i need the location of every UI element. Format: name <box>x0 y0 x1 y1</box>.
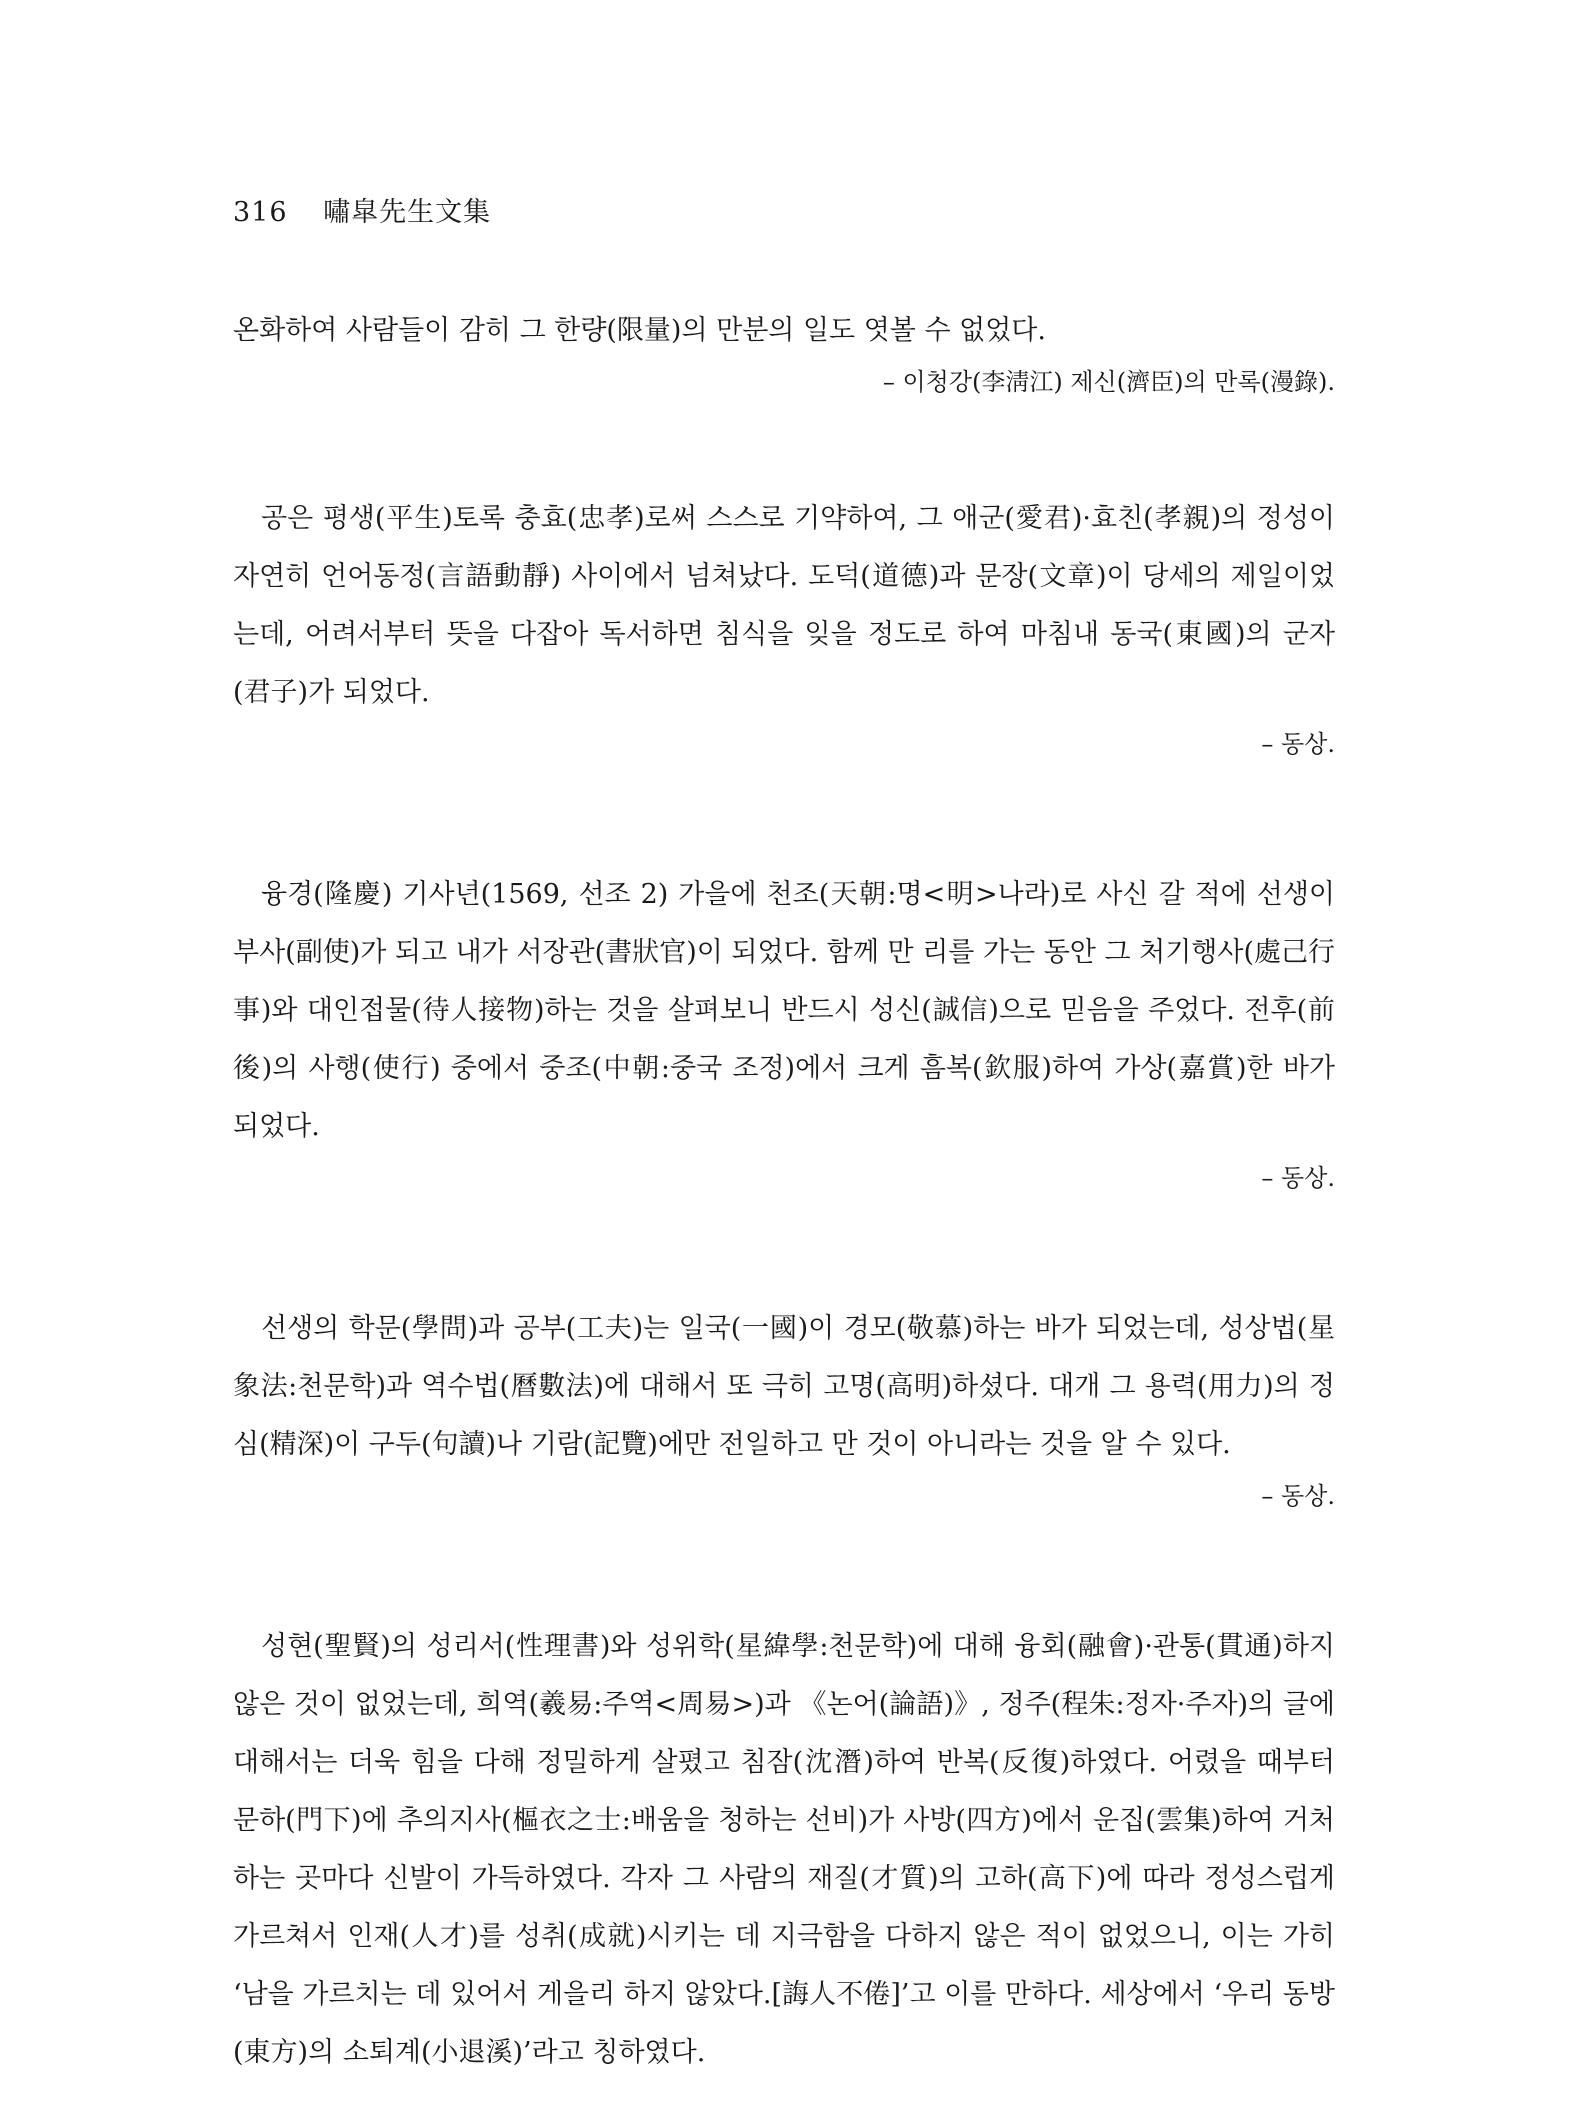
paragraph-4: 선생의 학문(學問)과 공부(工夫)는 일국(一國)이 경모(敬慕)하는 바가 되었는데, 성상법(星象法:천문학)과 역수법(曆數法)에 대해서 또 극히 고명(高明)하셨다. 대개 그 용력(用力)의 정심(精深)이 구두(句讀)나 기람(記覽)에만 전일하고 만 것이 아니라는 것을 알 수 있다. <box>233 1313 1335 1460</box>
source-citation-1: – 이청강(李淸江) 제신(濟臣)의 만록(漫錄). <box>882 368 1335 396</box>
source-citation-2: – 동상. <box>1261 730 1335 758</box>
source-citation-3: – 동상. <box>1261 1164 1335 1192</box>
paragraph-2: 공은 평생(平生)토록 충효(忠孝)로써 스스로 기약하여, 그 애군(愛君)·효친(孝親)의 정성이 자연히 언어동정(言語動靜) 사이에서 넘쳐났다. 도덕(道德)과 문장(文章)이 당세의 제일이었는데, 어려서부터 뜻을 다잡아 독서하면 침식을 잊을 정도로 하여 마침내 동국(東國)의 군자(君子)가 되었다. <box>233 503 1335 708</box>
page-header <box>233 193 491 233</box>
source-citation-4: – 동상. <box>1261 1482 1335 1510</box>
paragraph-5: 성현(聖賢)의 성리서(性理書)와 성위학(星緯學:천문학)에 대해 융회(融會)·관통(貫通)하지 않은 것이 없었는데, 희역(羲易:주역<周易>)과 《논어(論語)》, 정주(程朱:정자·주자)의 글에 대해서는 더욱 힘을 다해 정밀하게 살폈고 침잠(沈潛)하여 반복(反復)하였다. 어렸을 때부터 문하(門下)에 추의지사(樞衣之士:배움을 청하는 선비)가 사방(四方)에서 운집(雲集)하여 거처하는 곳마다 신발이 가득하였다. 각자 그 사람의 재질(才質)의 고하(高下)에 따라 정성스럽게 가르쳐서 인재(人才)를 성취(成就)시키는 데 지극함을 다하지 않은 적이 없었으니, 이는 가히 ‘남을 가르치는 데 있어서 게을리 하지 않았다.[誨人不倦]’고 이를 만하다. 세상에서 ‘우리 동방(東方)의 소퇴계(小退溪)’라고 칭하였다. <box>233 1631 1335 2068</box>
body-text <box>233 302 1335 2082</box>
paragraph-3: 융경(隆慶) 기사년(1569, 선조 2) 가을에 천조(天朝:명<明>나라)로 사신 갈 적에 선생이 부사(副使)가 되고 내가 서장관(書狀官)이 되었다. 함께 만 리를 가는 동안 그 처기행사(處己行事)와 대인접물(待人接物)하는 것을 살펴보니 반드시 성신(誠信)으로 믿음을 주었다. 전후(前後)의 사행(使行) 중에서 중조(中朝:중국 조정)에서 크게 흠복(欽服)하여 가상(嘉賞)한 바가 되었다. <box>233 879 1336 1142</box>
book-title: 嘯皐先生文集 <box>323 197 492 228</box>
page-number: 316 <box>233 197 288 228</box>
paragraph-1: 온화하여 사람들이 감히 그 한량(限量)의 만분의 일도 엿볼 수 없었다. <box>233 315 1046 346</box>
